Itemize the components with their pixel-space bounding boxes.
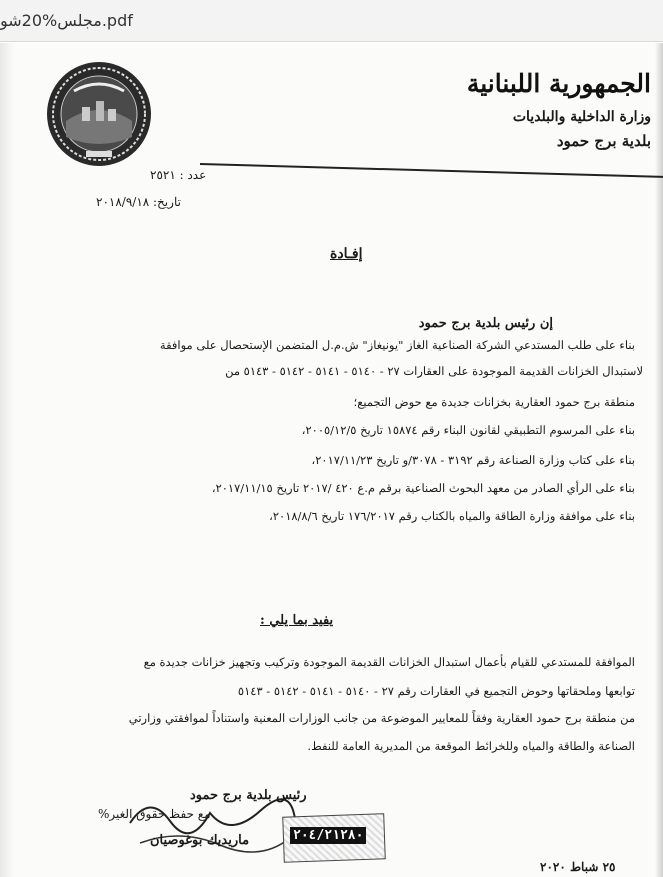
reference-number: عدد : ٢٥٢١ bbox=[150, 168, 207, 182]
decision-heading: يفيد بما يلي : bbox=[260, 613, 334, 628]
decision-line: توابعها وملحقاتها وحوض التجميع في العقارات رقم ٢٧ - ٥١٤٠ - ٥١٤١ - ٥١٤٢ - ٥١٤٣ bbox=[237, 684, 635, 698]
pdf-page bbox=[0, 43, 663, 877]
signatory-title: رئيس بلدية برج حمود bbox=[190, 788, 307, 803]
body-line: بناء على الرأي الصادر من معهد البحوث الصناعية برقم م.ع ٤٢٠ /٢٠١٧ تاريخ ٢٠١٧/١١/١٥، bbox=[211, 481, 635, 495]
scan-edge-left bbox=[0, 43, 14, 877]
signatory-name: ماريديك بوغوصيان bbox=[150, 833, 250, 848]
body-line: لاستبدال الخزانات القديمة الموجودة على العقارات ٢٧ - ٥١٤٠ - ٥١٤١ - ٥١٤٢ - ٥١٤٣ من bbox=[225, 364, 643, 378]
scan-edge-right bbox=[655, 43, 663, 877]
letterhead-municipality: بلدية برج حمود bbox=[556, 132, 651, 150]
stamp-number: ٢٠٤/٢١٢٨٠ bbox=[290, 827, 366, 844]
intro-line: إن رئيس بلدية برج حمود bbox=[418, 316, 553, 331]
decision-line: الصناعة والطاقة والمياه وللخرائط الموقعة من المديرية العامة للنفط. bbox=[307, 739, 635, 753]
reference-date: تاريخ: ٢٠١٨/٩/١٨ bbox=[96, 195, 181, 209]
body-line: بناء على طلب المستدعي الشركة الصناعية الغاز "يونيغاز" ش.م.ل المتضمن الإستحصال على موافقة bbox=[159, 338, 635, 352]
decision-line: الموافقة للمستدعي للقيام بأعمال استبدال الخزانات القديمة الموجودة وتركيب وتجهيز خزانات جديدة مع bbox=[143, 655, 635, 669]
municipality-seal-icon bbox=[44, 59, 154, 169]
tab-title[interactable]: مجلس%20شو.pdf bbox=[0, 11, 133, 30]
body-line: بناء على كتاب وزارة الصناعة رقم ٣١٩٢ - ٣٠٧٨/و تاريخ ٢٠١٧/١١/٢٣، bbox=[311, 453, 635, 467]
body-line: منطقة برج حمود العقارية بخزانات جديدة مع حوض التجميع؛ bbox=[353, 395, 635, 409]
body-line: بناء على المرسوم التطبيقي لقانون البناء رقم ١٥٨٧٤ تاريخ ٢٠٠٥/١٢/٥، bbox=[301, 423, 635, 437]
document-title: إفـادة bbox=[330, 246, 363, 262]
rights-reserved-note: مع حفظ حقوق الغير% bbox=[98, 807, 211, 821]
letterhead-ministry: وزارة الداخلية والبلديات bbox=[512, 109, 651, 125]
bottom-date: ٢٥ شباط ٢٠٢٠ bbox=[540, 860, 616, 874]
letterhead-republic: الجمهورية اللبنانية bbox=[466, 69, 651, 98]
browser-tab-bar bbox=[0, 0, 663, 42]
header-divider bbox=[200, 163, 663, 178]
decision-line: من منطقة برج حمود العقارية وفقاً للمعايير الموضوعة من جانب الوزارات المعنية واستناداً لموافقتي وزارتي bbox=[128, 711, 635, 725]
body-line: بناء على موافقة وزارة الطاقة والمياه بالكتاب رقم ١٧٦/٢٠١٧ تاريخ ٢٠١٨/٨/٦، bbox=[269, 509, 635, 523]
